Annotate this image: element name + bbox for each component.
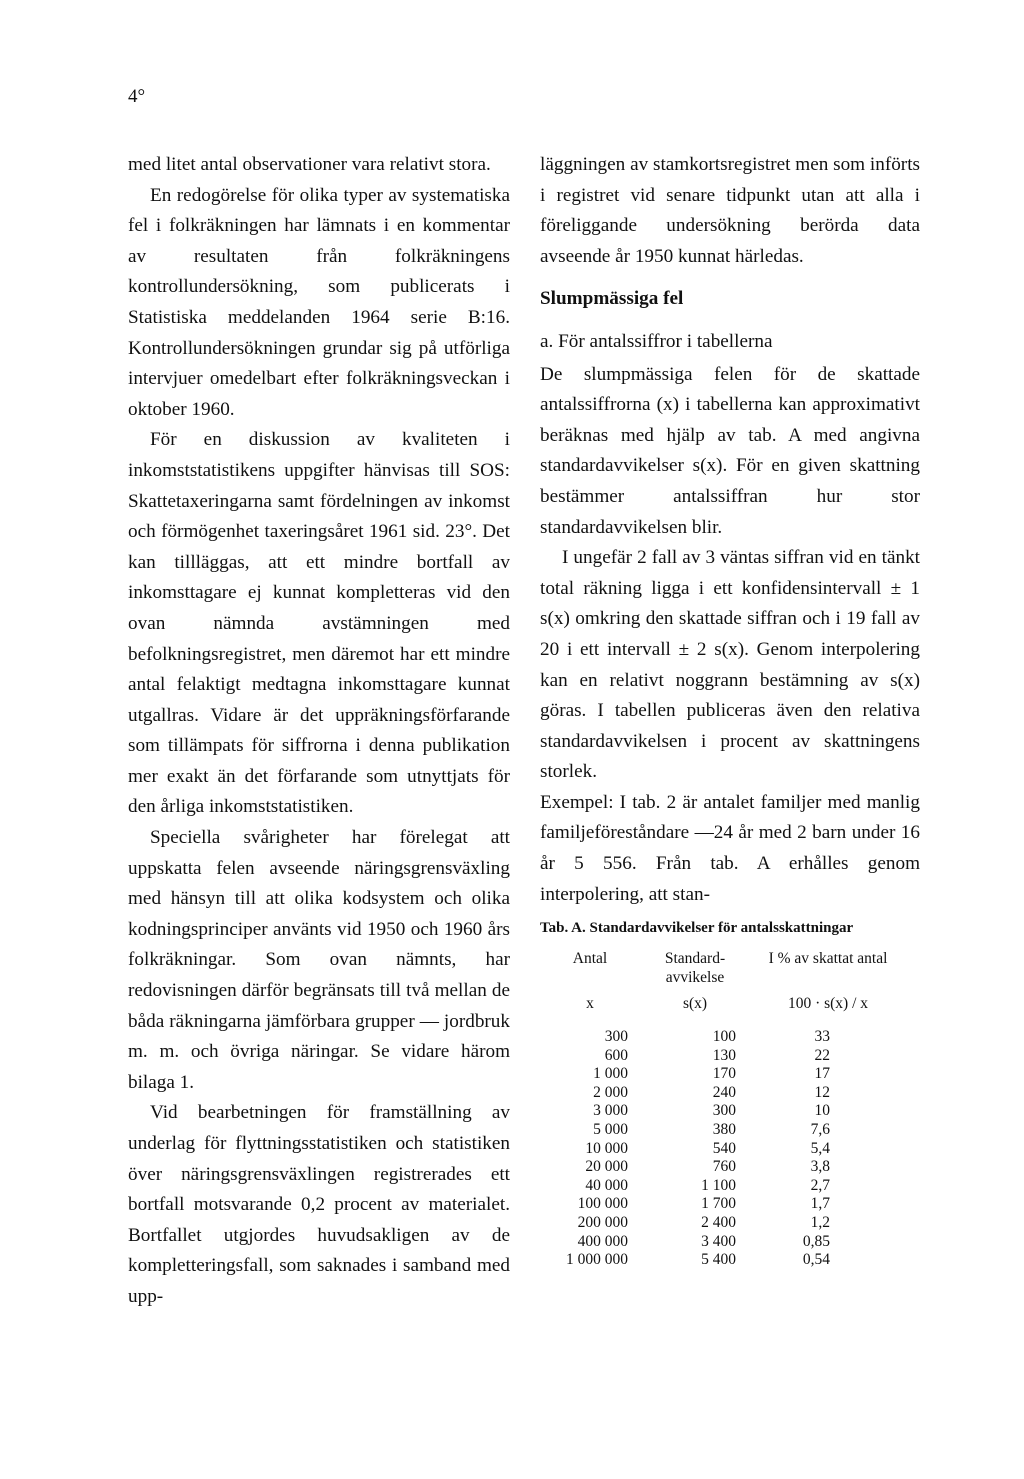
table-body: [540, 1028, 906, 1270]
paragraph: De slumpmässiga felen för de skattade antalssiffrorna (x) i tabellerna kan approximativt beräknas med hjälp av tab. A med angivna standardavvikelser s(x). För en given skattning bestämmer antalssiffran hur stor standardavvikelsen blir.: [540, 363, 920, 538]
paragraph: läggningen av stamkortsregistret men som införts i registret vid senare tidpunkt utan att alla i föreliggande undersökning berörda data avseende år 1950 kunnat härledas.: [540, 154, 920, 267]
table-cell: 1 000 000: [566, 1251, 628, 1269]
table-cell: 130: [712, 1046, 736, 1064]
table-cell: 20 000: [585, 1158, 628, 1176]
table-cell: 10: [814, 1102, 830, 1120]
table-cell: 22: [814, 1046, 830, 1064]
table-row: [540, 1158, 906, 1177]
table-cell: 10 000: [585, 1139, 628, 1157]
table-cell: 1 000: [593, 1065, 628, 1083]
table-row: [540, 1214, 906, 1233]
table-cell: 40 000: [585, 1176, 628, 1194]
column-header: Antal: [572, 950, 608, 968]
table-cell: 540: [712, 1139, 736, 1157]
table-cell: 1 700: [701, 1195, 736, 1213]
column-symbol: x: [586, 995, 594, 1013]
table-cell: 2 400: [701, 1213, 736, 1231]
table-cell: 100 000: [577, 1195, 628, 1213]
table-cell: 5 000: [593, 1121, 628, 1138]
column-header: Standard-avvikelse: [664, 950, 726, 986]
column-header: I % av skattat antal: [768, 950, 888, 968]
table-row: [540, 1047, 906, 1066]
column-symbol: 100 · s(x) / x: [787, 995, 869, 1013]
table-cell: 2 000: [593, 1083, 628, 1101]
table-cell: 1,2: [810, 1213, 830, 1231]
right-column: [540, 150, 920, 1270]
section-heading: Slumpmässiga fel: [540, 288, 684, 310]
table-cell: 170: [712, 1065, 736, 1083]
paragraph: med litet antal observationer vara relativt stora.: [128, 154, 491, 175]
table-cell: 600: [604, 1046, 628, 1064]
table-row: [540, 1121, 906, 1140]
table-cell: 12: [814, 1083, 830, 1101]
table-cell: 0,54: [802, 1251, 830, 1269]
page-number: 4°: [128, 86, 146, 107]
standard-deviation-table: [540, 950, 906, 1270]
paragraph: Vid bearbetningen för framställning av underlag för flyttningsstatistiken och statistiken över näringsgrensväxlingen registrerades ett bortfall motsvarande 0,2 procent av materialet. Bortfallet utgjordes huvudsakligen av de kompletteringsfall, som saknades i samband med upp-: [128, 1102, 510, 1307]
table-row: [540, 1195, 906, 1214]
table-row: [540, 1065, 906, 1084]
table-cell: 300: [604, 1028, 628, 1046]
table-cell: 100: [712, 1028, 736, 1046]
table-row: [540, 1177, 906, 1196]
left-column: [128, 150, 510, 1313]
paragraph: En redogörelse för olika typer av systematiska fel i folkräkningen har lämnats i en kommentar av resultaten från folkräkningens kontrollundersökning, som publicerats i Statistiska meddelanden 1964 serie B:16. Kontrollundersökningen grundar sig på utförliga intervjuer omedelbart efter folkräkningsveckan i oktober 1960.: [128, 184, 510, 420]
table-cell: 5,4: [810, 1139, 830, 1157]
table-caption: Tab. A. Standardavvikelser för antalsskattningar: [540, 920, 854, 937]
table-row: [540, 1140, 906, 1159]
paragraph: För en diskussion av kvaliteten i inkomststatistikens uppgifter hänvisas till SOS: Skattetaxeringarna samt fördelningen av inkomst och förmögenhet taxeringsåret 1961 sid. 23°. Det kan tillläggas, att ett mindre bortfall av inkomsttagare ej kunnat kompletteras vid den ovan nämnda avstämningen med befolkningsregistret, men däremot har ett mindre antal felaktigt medtagna inkomsttagare kunnat utgallras. Vidare är det uppräkningsförfarande som tillämpats för siffrorna i denna publikation mer exakt än det förfarande som utnyttjats för den årliga inkomststatistiken.: [128, 429, 510, 818]
table-row: [540, 1084, 906, 1103]
table-cell: 2,7: [810, 1176, 830, 1194]
table-cell: 3 400: [701, 1232, 736, 1250]
table-row: [540, 1251, 906, 1270]
table-cell: 240: [712, 1083, 736, 1101]
table-cell: 1,7: [810, 1195, 830, 1213]
table-cell: 0,85: [802, 1232, 830, 1250]
table-cell: 300: [712, 1102, 736, 1120]
table-row: [540, 1102, 906, 1121]
table-cell: 7,6: [810, 1121, 830, 1138]
table-cell: 5 400: [701, 1251, 736, 1269]
table-cell: 17: [814, 1065, 830, 1083]
table-cell: 400 000: [577, 1232, 628, 1250]
table-cell: 380: [712, 1121, 736, 1138]
column-symbol: s(x): [682, 995, 708, 1013]
table-cell: 3,8: [810, 1158, 830, 1176]
table-row: [540, 1233, 906, 1252]
table-cell: 760: [712, 1158, 736, 1176]
paragraph: Speciella svårigheter har förelegat att uppskatta felen avseende näringsgrensväxling med hänsyn till att olika kodsystem och olika kodningsprinciper använts vid 1950 och 1960 års folkräkningar. Som ovan nämnts, har redovisningen därför begränsats till två mellan de båda räkningarna jämförbara grupper — jordbruk m. m. och övriga näringar. Se vidare härom bilaga 1.: [128, 827, 510, 1093]
subsection-heading: a. För antalssiffror i tabellerna: [540, 330, 773, 352]
table-cell: 1 100: [701, 1176, 736, 1194]
table-cell: 200 000: [577, 1213, 628, 1231]
table-cell: 3 000: [593, 1102, 628, 1120]
paragraph: Exempel: I tab. 2 är antalet familjer med manlig familjeföreståndare —24 år med 2 barn under 16 år 5 556. Från tab. A erhålles genom interpolering, att stan-: [540, 791, 920, 905]
table-cell: 33: [814, 1028, 830, 1046]
paragraph: I ungefär 2 fall av 3 väntas siffran vid en tänkt total räkning ligga i ett konfidensintervall ± 1 s(x) omkring den skattade siffran och i 19 fall av 20 i ett intervall ± 2 s(x). Genom interpolering kan en relativt noggrann bestämning av s(x) göras. I tabellen publiceras även den relativa standardavvikelsen i procent av skattningens storlek.: [540, 547, 920, 783]
table-row: [540, 1028, 906, 1047]
